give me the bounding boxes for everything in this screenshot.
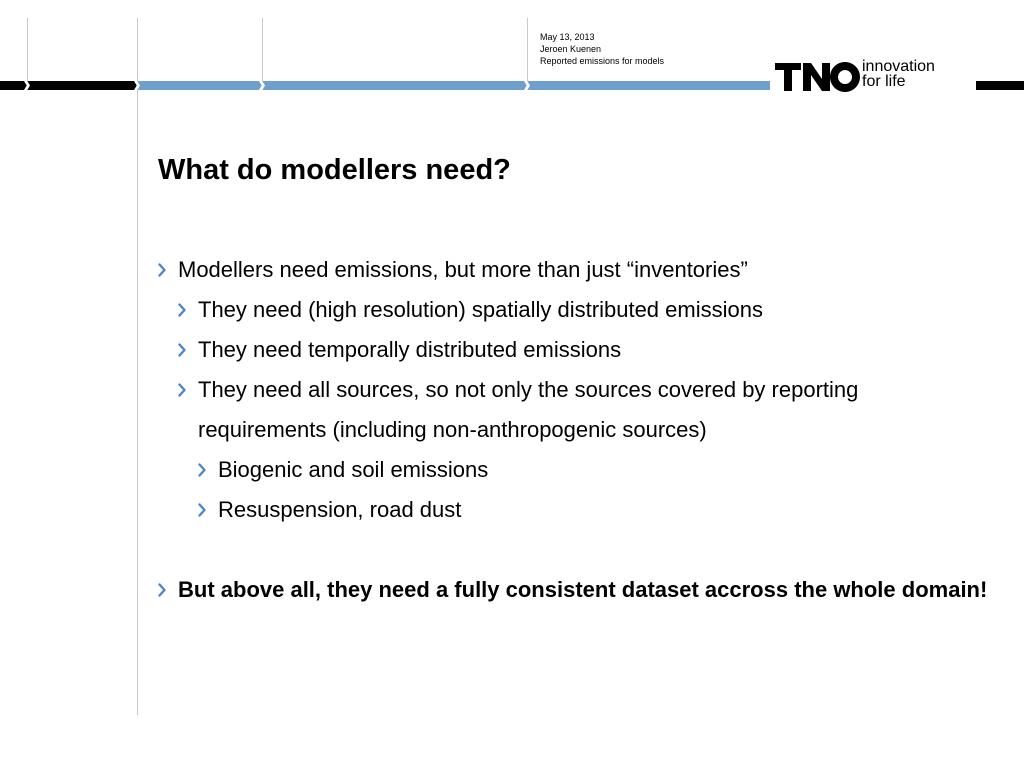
guide-line bbox=[27, 18, 28, 81]
tno-logo-mark bbox=[774, 58, 860, 94]
chevron-right-icon bbox=[178, 303, 186, 317]
bullet-text: They need temporally distributed emissions bbox=[198, 337, 622, 362]
chevron-right-icon bbox=[158, 263, 166, 277]
bullet-text: They need (high resolution) spatially distributed emissions bbox=[198, 297, 763, 322]
chevron-right-icon bbox=[178, 383, 186, 397]
bullet-text: Modellers need emissions, but more than just “inventories” bbox=[178, 257, 748, 282]
slide-subject: Reported emissions for models bbox=[540, 56, 665, 66]
bullet-text: Biogenic and soil emissions bbox=[218, 457, 489, 482]
chevron-right-icon bbox=[198, 463, 206, 477]
bullet-text: Resuspension, road dust bbox=[218, 497, 462, 522]
slide-meta bbox=[540, 31, 664, 67]
slide-author: Jeroen Kuenen bbox=[540, 44, 602, 54]
bullet-item bbox=[198, 490, 988, 530]
chevron-right-icon bbox=[158, 583, 166, 597]
chevron-right-icon bbox=[198, 503, 206, 517]
logo-tagline-line1: innovation bbox=[862, 58, 935, 75]
bullet-item bbox=[198, 450, 988, 490]
slide-title: What do modellers need? bbox=[158, 154, 511, 186]
guide-line bbox=[262, 18, 263, 81]
bullet-item bbox=[178, 330, 988, 370]
slide-date: May 13, 2013 bbox=[540, 32, 595, 42]
header-band-left bbox=[0, 81, 137, 90]
logo-tagline bbox=[862, 59, 935, 89]
bullet-item-emphasis bbox=[158, 570, 988, 610]
bullet-item bbox=[178, 290, 988, 330]
guide-line bbox=[137, 18, 138, 715]
logo-tagline-line2: for life bbox=[862, 73, 906, 90]
bullet-text: They need all sources, so not only the sources covered by reporting requirements (including non-anthropogenic sources) bbox=[198, 377, 859, 442]
bullet-item bbox=[178, 370, 988, 450]
guide-line bbox=[527, 18, 528, 81]
header-band-right bbox=[972, 81, 1024, 90]
bullet-text: But above all, they need a fully consistent dataset accross the whole domain! bbox=[178, 577, 988, 602]
header-band-blue bbox=[137, 81, 773, 90]
bullet-list bbox=[158, 250, 988, 610]
tno-logo bbox=[770, 56, 976, 98]
chevron-right-icon bbox=[178, 343, 186, 357]
bullet-item bbox=[158, 250, 988, 290]
